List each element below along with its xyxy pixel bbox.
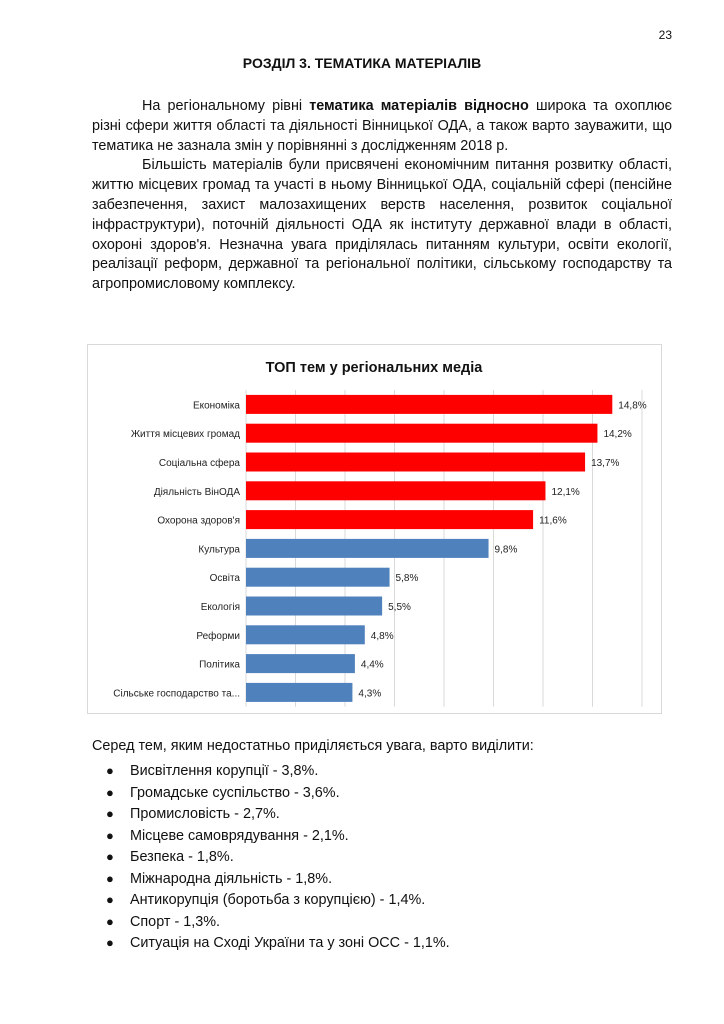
category-label: Політика <box>199 659 240 671</box>
list-item <box>92 911 450 933</box>
bar <box>246 597 382 616</box>
list-item <box>92 889 450 911</box>
list-item <box>92 760 450 782</box>
category-label: Життя місцевих громад <box>130 429 240 441</box>
category-label: Екологія <box>200 602 240 613</box>
list-item-text: Спорт - 1,3%. <box>130 913 221 930</box>
bullet-icon: ● <box>106 806 114 821</box>
category-label: Культура <box>198 544 240 556</box>
category-label: Освіта <box>209 573 240 585</box>
data-label: 13,7% <box>591 458 620 469</box>
bar <box>246 625 365 644</box>
list-lead: Серед тем, яким недостатньо приділяється увага, варто виділити: <box>92 738 534 754</box>
chart-bars <box>113 395 646 702</box>
list-item-text: Міжнародна діяльність - 1,8%. <box>130 870 333 887</box>
bullet-icon: ● <box>106 827 114 843</box>
paragraph-intro-start: На регіональному рівні <box>142 98 310 114</box>
list-item-text: Безпека - 1,8%. <box>130 849 234 865</box>
list-item-text: Висвітлення корупції - 3,8%. <box>130 763 319 779</box>
data-label: 5,5% <box>388 602 411 613</box>
data-label: 12,1% <box>551 486 580 498</box>
bar <box>246 654 355 673</box>
body-text <box>92 97 672 295</box>
underrepresented-topics-list <box>92 760 450 954</box>
bullet-icon: ● <box>106 763 114 778</box>
list-item <box>92 932 450 954</box>
bar <box>246 481 545 500</box>
data-label: 4,4% <box>360 659 384 671</box>
list-item <box>92 868 450 890</box>
bar <box>246 539 489 558</box>
bar <box>246 453 585 472</box>
bar <box>246 683 352 702</box>
list-item <box>92 846 450 868</box>
topics-bar-chart <box>88 345 661 713</box>
bullet-icon: ● <box>106 935 114 950</box>
paragraph-intro-bold: тематика матеріалів відносно <box>309 98 529 114</box>
list-item <box>92 803 450 825</box>
list-item <box>92 825 450 847</box>
bullet-icon: ● <box>106 870 114 886</box>
category-label: Охорона здоров'я <box>157 515 240 527</box>
list-item-text: Антикорупція (боротьба з корупцією) - 1,4%. <box>130 892 426 908</box>
bar <box>246 395 612 414</box>
bar <box>246 424 597 443</box>
bar <box>246 510 533 529</box>
data-label: 5,8% <box>395 573 419 585</box>
list-item-text: Промисловість - 2,7%. <box>130 806 280 822</box>
paragraph-intro-end: широка та охоплює різні сфери життя області та діяльності Вінницької ОДА, а також варто зауважити, що тематика не зазнала змін у порівнянні з дослідженням 2018 р. <box>92 98 672 154</box>
data-label: 14,8% <box>618 400 647 412</box>
bullet-icon: ● <box>106 784 114 800</box>
paragraph-topics: Більшість матеріалів були присвячені економічним питання розвитку області, життю місцевих громад та участі в ньому Вінницької ОДА, соціальній сфері (пенсійне забезпечення, захист малозахищених верств населення, розвиток соціальної інфраструктури), поточній діяльності ОДА як інституту державної влади в області, охороні здоров'я. Незначна увага приділялась питанням культури, освіти екології, реалізації реформ, державної та регіональної політики, сільському господарству та агропромисловому комплексу. <box>92 157 672 293</box>
data-label: 14,2% <box>603 429 632 441</box>
list-item-text: Громадське суспільство - 3,6%. <box>130 784 340 801</box>
bullet-icon: ● <box>106 892 114 907</box>
category-label: Економіка <box>192 400 240 412</box>
category-label: Соціальна сфера <box>158 458 240 469</box>
list-item <box>92 782 450 804</box>
list-item-text: Ситуація на Сході України та у зоні ОСС - 1,1%. <box>130 935 450 951</box>
paragraph-intro <box>92 97 672 156</box>
section-title: РОЗДІЛ 3. ТЕМАТИКА МАТЕРІАЛІВ <box>242 55 482 71</box>
bullet-icon: ● <box>106 849 114 864</box>
bar <box>246 568 390 587</box>
page-number: 23 <box>658 28 672 42</box>
chart-title: ТОП тем у регіональних медіа <box>265 360 483 376</box>
data-label: 4,3% <box>358 688 382 700</box>
chart-frame <box>87 344 662 714</box>
data-label: 11,6% <box>539 515 567 527</box>
data-label: 9,8% <box>494 544 518 556</box>
category-label: Сільське господарство та... <box>113 688 240 700</box>
list-item-text: Місцеве самоврядування - 2,1%. <box>130 827 349 844</box>
category-label: Реформи <box>196 630 240 642</box>
category-label: Діяльність ВінОДА <box>153 486 240 498</box>
data-label: 4,8% <box>370 630 394 642</box>
bullet-icon: ● <box>106 913 114 929</box>
